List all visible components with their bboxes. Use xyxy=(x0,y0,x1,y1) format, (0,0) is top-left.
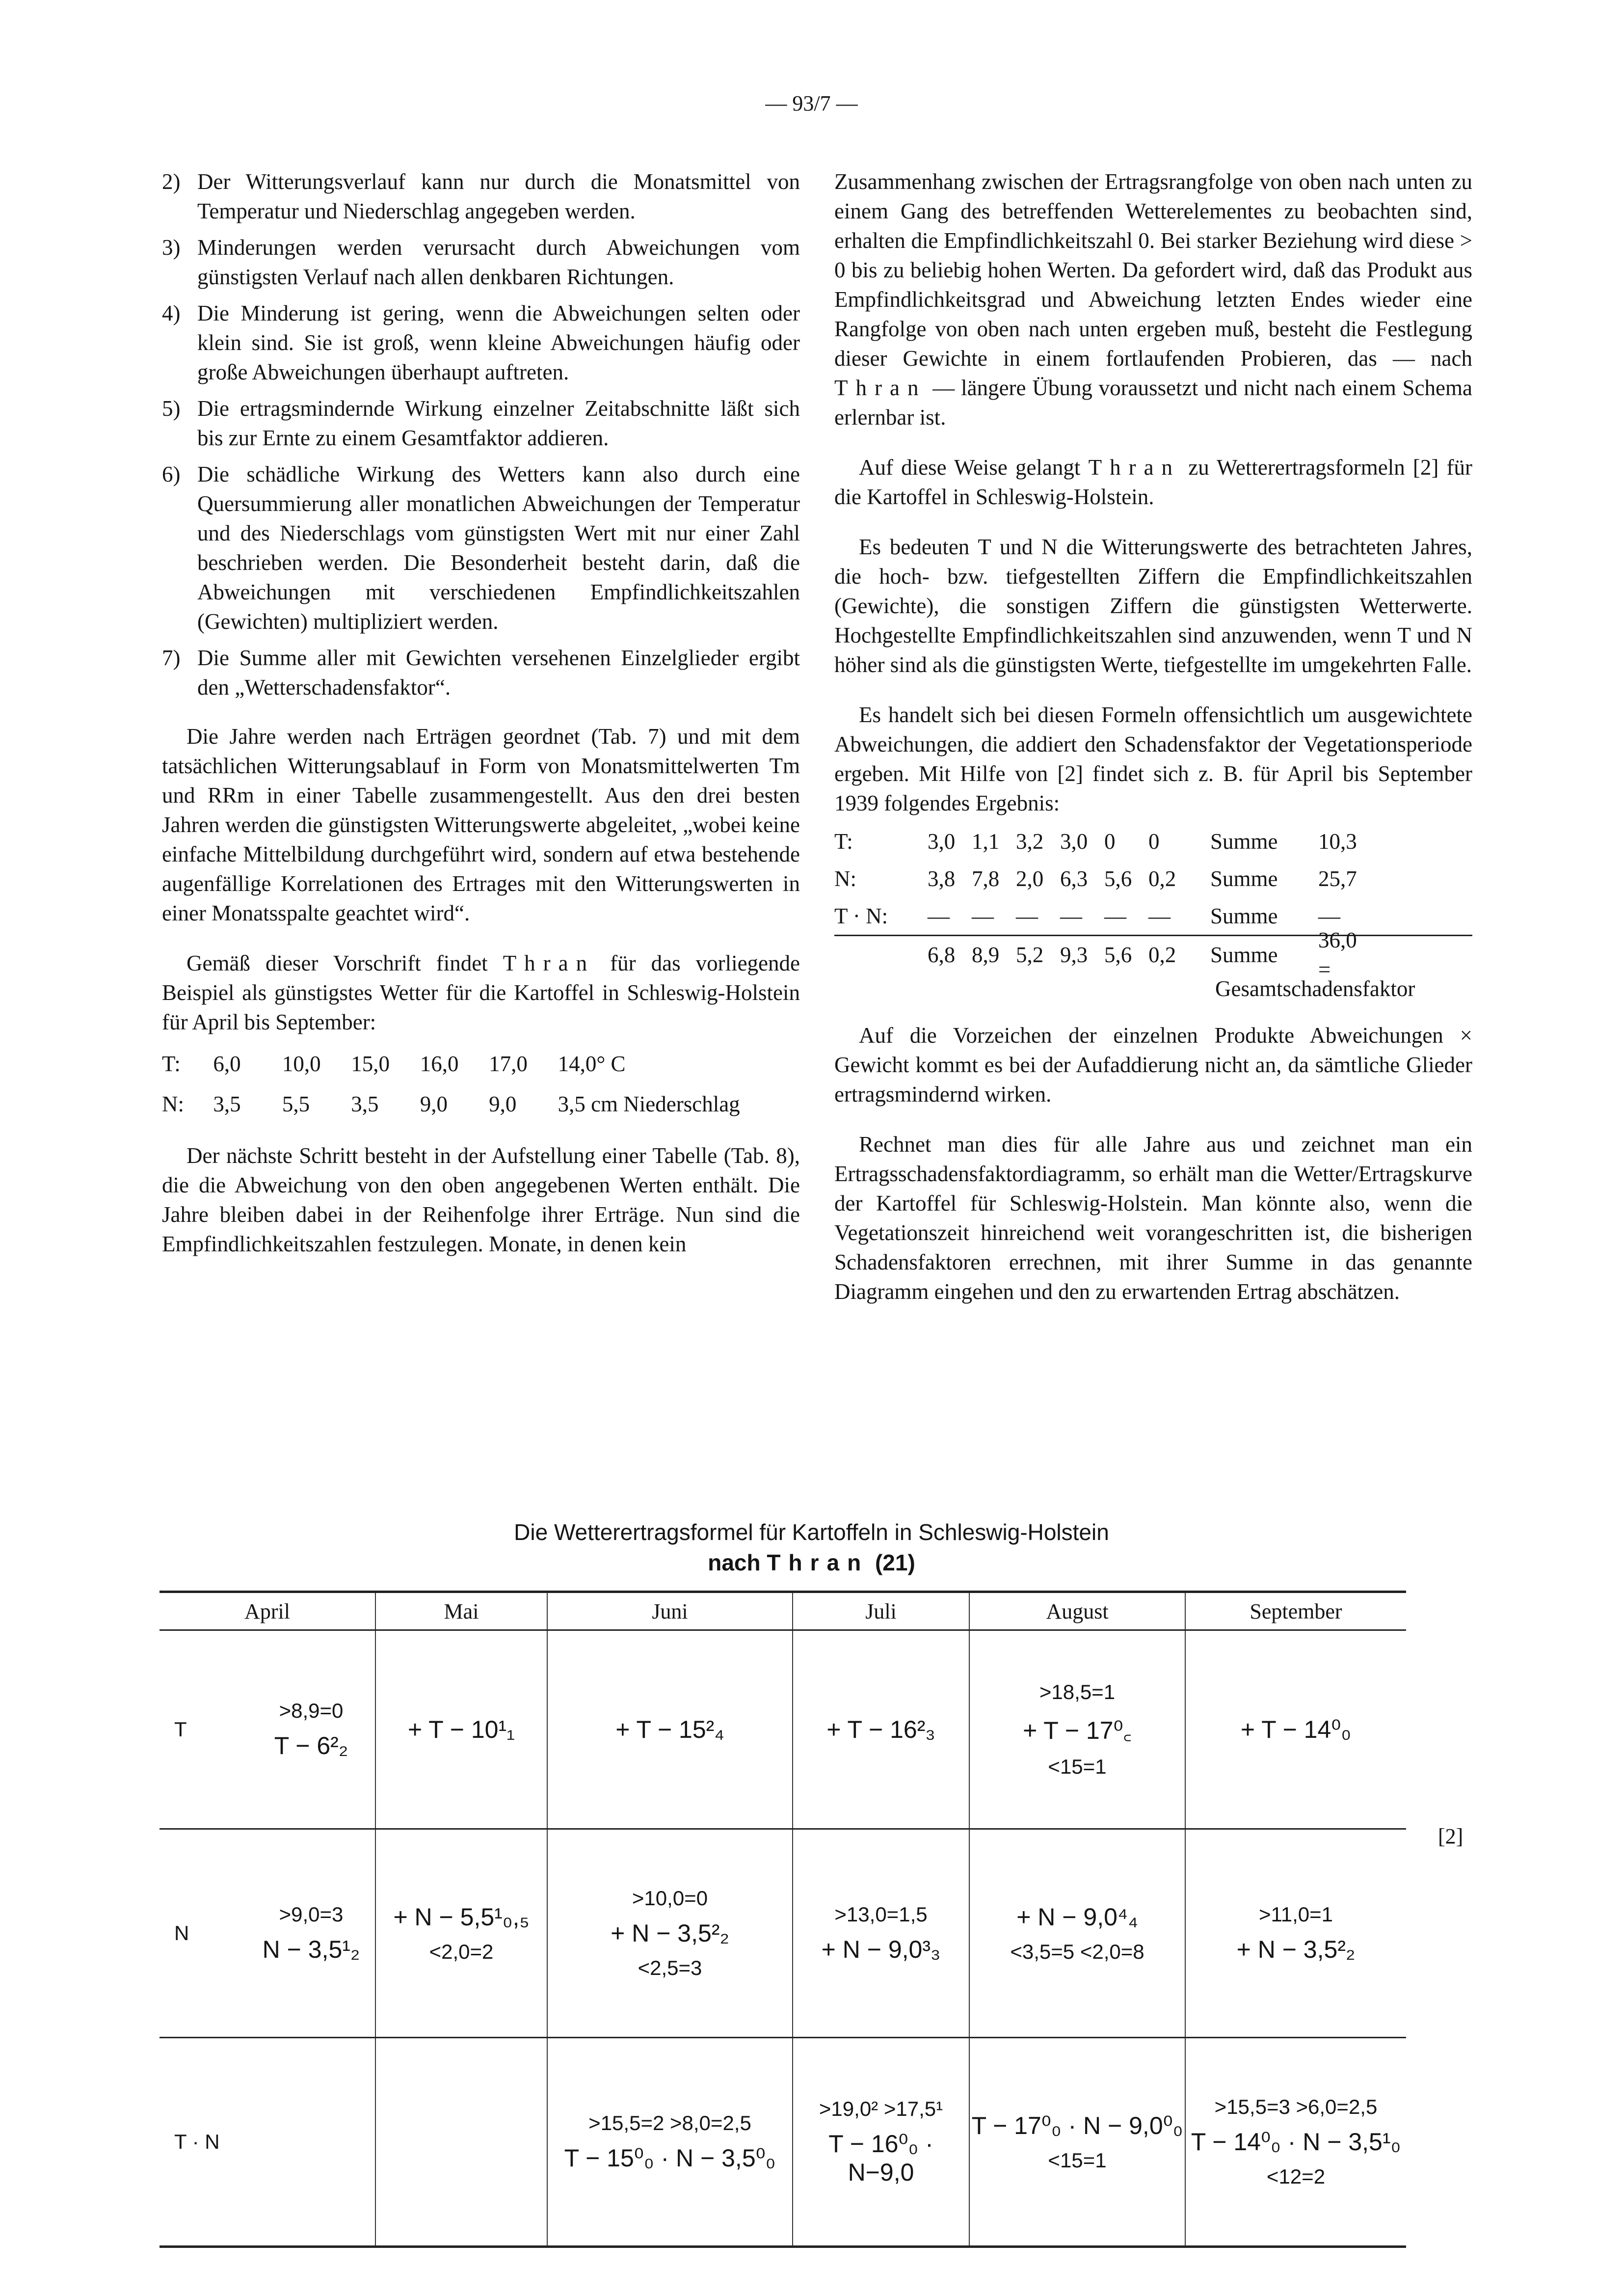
value: 8,9 xyxy=(972,943,1000,967)
column-header-month: Juni xyxy=(547,1592,793,1630)
text: (21) xyxy=(875,1550,915,1575)
sum-label: Summe xyxy=(1210,866,1278,891)
sum-label: Summe xyxy=(1210,829,1278,854)
sum-value: 25,7 xyxy=(1318,866,1357,891)
value: 2,0 xyxy=(1016,866,1044,891)
row-label: T: xyxy=(162,1052,181,1076)
value: — xyxy=(1148,904,1171,928)
table-cell xyxy=(969,1829,1185,2038)
cell-condition: >9,0=3 xyxy=(279,1903,344,1926)
value: 3,5 xyxy=(213,1092,241,1116)
cell-condition: <2,5=3 xyxy=(638,1956,702,1979)
table-title xyxy=(0,1517,1623,1578)
weather-row-t xyxy=(162,1044,800,1084)
value: 9,3 xyxy=(1060,943,1088,967)
list-item xyxy=(162,298,800,387)
table-cell xyxy=(375,2038,547,2247)
left-column xyxy=(162,167,800,1279)
cell-formula: + N − 3,5²₂ xyxy=(1236,1936,1356,1963)
item-number: 4) xyxy=(162,301,181,325)
formula-table xyxy=(160,1591,1406,2248)
value: 10,0 xyxy=(282,1052,321,1076)
row-label: N: xyxy=(162,1092,184,1116)
calc-row-n xyxy=(834,860,1472,897)
cell-formula: + T − 16²₃ xyxy=(826,1716,935,1743)
cell-formula: + N − 5,5¹₀,₅ xyxy=(393,1903,530,1931)
cell-formula: + T − 17⁰꜀ xyxy=(1023,1717,1132,1744)
table-row-n xyxy=(160,1829,1406,2038)
table-header-row xyxy=(160,1592,1406,1630)
table-cell xyxy=(547,1630,793,1829)
column-header-month: September xyxy=(1185,1592,1406,1630)
value: 3,8 xyxy=(928,866,956,891)
cell-condition: >15,5=2 >8,0=2,5 xyxy=(588,2111,751,2134)
paragraph-continuation xyxy=(834,167,1472,432)
table-title-line: Die Wetterertragsformel für Kartoffeln in Schleswig-Holstein xyxy=(514,1519,1109,1545)
cell-formula: + N − 9,0³₃ xyxy=(821,1936,941,1963)
cell-condition: <15=1 xyxy=(1048,1755,1107,1778)
value: 1,1 xyxy=(972,829,1000,854)
cell-formula: T − 6²₂ xyxy=(274,1732,348,1759)
row-label: T: xyxy=(834,829,853,854)
author-name: Thran xyxy=(767,1550,869,1575)
cell-condition: >11,0=1 xyxy=(1258,1903,1333,1926)
calc-row-tn xyxy=(834,897,1472,935)
list-item xyxy=(162,167,800,226)
cell-formula: T − 14⁰₀ · N − 3,5¹₀ xyxy=(1191,2128,1401,2156)
list-item xyxy=(162,233,800,292)
value: 3,5 xyxy=(351,1092,379,1116)
paragraph-years: Die Jahre werden nach Erträgen geordnet (Tab. 7) und mit dem tatsächlichen Witterungsablauf in Form von Monatsmittelwerten Tm und RRm in einer Tabelle zusammengestellt. Aus den drei besten Jahren werden die günstigsten Witterungswerte abgeleitet, „wobei keine einfache Mittelbildung durchgeführt wird, sondern auf etwa bestehende augenfällige Korrelationen des Ertrages mit den Witterungswerten in einer Monatsspalte geachtet wird“. xyxy=(162,724,800,925)
paragraph-next-step: Der nächste Schritt besteht in der Aufstellung einer Tabelle (Tab. 8), die die Abweichung von den oben angegebenen Werten enthält. Die Jahre bleiben dabei in der Reihenfolge ihrer Erträge. Nun sind die Empfindlichkeitszahlen festzulegen. Monate, in denen kein xyxy=(162,1143,800,1256)
value: 3,0 xyxy=(1060,829,1088,854)
table-cell xyxy=(547,1829,793,2038)
value: 9,0 xyxy=(420,1092,448,1116)
value: 5,2 xyxy=(1016,943,1044,967)
paragraph-rechnet: Rechnet man dies für alle Jahre aus und zeichnet man ein Ertragsschadensfaktordiagramm, so erhält man die Wetter/Ertragskurve der Kartoffel für Schleswig-Holstein. Man könnte also, wenn die Vegetationszeit hinreichend weit vorangeschritten ist, die bisherigen Schadensfaktoren errechnen, mit ihrer Summe in das genannte Diagramm eingehen und den zu erwartenden Ertrag abschätzen. xyxy=(834,1132,1472,1304)
table-cell xyxy=(547,2038,793,2247)
value: 5,5 xyxy=(282,1092,310,1116)
total-caption: Gesamtschadensfaktor xyxy=(1215,976,1415,1001)
cell-formula: + T − 10¹₁ xyxy=(408,1716,515,1743)
sum-value: 36,0 = xyxy=(1318,928,1357,982)
value: 7,8 xyxy=(972,866,1000,891)
cell-formula: N − 3,5¹₂ xyxy=(262,1936,360,1963)
paragraph-vorzeichen: Auf die Vorzeichen der einzelnen Produkte Abweichungen × Gewicht kommt es bei der Aufaddierung nicht an, da sämtliche Glieder ertragsmindernd wirken. xyxy=(834,1023,1472,1107)
cell-formula: + T − 14⁰₀ xyxy=(1240,1716,1352,1743)
value: 6,3 xyxy=(1060,866,1088,891)
text: Auf diese Weise gelangt xyxy=(859,455,1081,480)
page-number: — 93/7 — xyxy=(765,91,858,115)
paragraph-es-bedeuten: Es bedeuten T und N die Witterungswerte des betrachteten Jahres, die hoch- bzw. tiefgestellten Ziffern die Empfindlichkeitszahlen (Gewichte), die sonstigen Ziffern die günstigsten Wetterwerte. Hochgestellte Empfindlichkeitszahlen sind anzuwenden, wenn T und N höher sind als die günstigsten Werte, tiefgestellte im umgekehrten Falle. xyxy=(834,535,1472,677)
weather-row-n xyxy=(162,1084,800,1124)
damage-factor-calculation xyxy=(834,823,1472,1004)
value: 6,8 xyxy=(928,943,956,967)
reference-marker: [2] xyxy=(1438,1824,1463,1848)
value: — xyxy=(972,904,994,928)
value: 3,5 cm Niederschlag xyxy=(558,1092,740,1116)
row-label: T · N xyxy=(174,2130,220,2153)
column-header-month: Mai xyxy=(375,1592,547,1630)
author-name: Thran xyxy=(834,376,927,400)
value: — xyxy=(1104,904,1126,928)
table-cell xyxy=(793,2038,969,2247)
calc-row-total xyxy=(834,928,1472,982)
value: 17,0 xyxy=(489,1052,528,1076)
value: 15,0 xyxy=(351,1052,390,1076)
value: 0,2 xyxy=(1148,866,1176,891)
value: 0 xyxy=(1148,829,1160,854)
author-name: Thran xyxy=(503,951,595,975)
cell-condition: >15,5=3 >6,0=2,5 xyxy=(1214,2095,1378,2118)
value: 3,0 xyxy=(928,829,956,854)
value: 0 xyxy=(1104,829,1116,854)
table-cell xyxy=(160,2038,375,2247)
value: 16,0 xyxy=(420,1052,459,1076)
paragraph-es-handelt: Es handelt sich bei diesen Formeln offensichtlich um ausgewichtete Abweichungen, die addiert den Schadensfaktor der Vegetationsperiode ergeben. Mit Hilfe von [2] findet sich z. B. für April bis September 1939 folgendes Ergebnis: xyxy=(834,702,1472,815)
text: Zusammenhang zwischen der Ertragsrangfolge von oben nach unten zu einem Gang des betreffenden Wetterelementes zu beobachten sind, erhalten die Empfindlichkeitszahl 0. Bei starker Beziehung wird diese > 0 bis zu beliebig hohen Werten. Da gefordert wird, daß das Produkt aus Empfindlichkeitsgrad und Abweichung letzten Endes wieder eine Rangfolge von oben nach unten ergeben muß, besteht die Festlegung dieser Gewichte in einem fortlaufenden Probieren, das — nach xyxy=(834,169,1472,371)
author-name: Thran xyxy=(1088,455,1181,480)
value: — xyxy=(1016,904,1038,928)
sum-label: Summe xyxy=(1210,943,1278,967)
item-text: Minderungen werden verursacht durch Abweichungen vom günstigsten Verlauf nach allen denkbaren Richtungen. xyxy=(197,235,800,289)
value: 5,6 xyxy=(1104,866,1132,891)
cell-condition: <2,0=2 xyxy=(429,1940,494,1963)
sum-value: 10,3 xyxy=(1318,829,1357,854)
paragraph-gemaess xyxy=(162,948,800,1037)
value: — xyxy=(928,904,950,928)
cell-formula: T − 17⁰₀ · N − 9,0⁰₀ xyxy=(971,2112,1183,2139)
value: 6,0 xyxy=(213,1052,241,1076)
cell-condition: <15=1 xyxy=(1048,2149,1107,2172)
cell-formula: + N − 3,5²₂ xyxy=(611,1919,729,1947)
item-number: 3) xyxy=(162,235,181,260)
right-column xyxy=(834,167,1472,1327)
table-cell xyxy=(160,1829,375,2038)
cell-formula: + T − 15²₄ xyxy=(615,1716,724,1743)
text: — längere Übung voraussetzt und nicht nach einem Schema erlernbar ist. xyxy=(834,376,1472,430)
cell-condition: >13,0=1,5 xyxy=(834,1903,928,1926)
text: zu Wetterertragsformeln [2] für die Kartoffel in Schleswig-Holstein. xyxy=(834,455,1473,509)
column-header-month: August xyxy=(969,1592,1185,1630)
text: Gemäß dieser Vorschrift findet xyxy=(186,951,488,975)
text: nach xyxy=(708,1550,761,1575)
table-cell xyxy=(1185,2038,1406,2247)
cell-formula: T − 15⁰₀ · N − 3,5⁰₀ xyxy=(564,2144,776,2172)
row-label: T · N: xyxy=(834,904,888,928)
table-cell xyxy=(160,1630,375,1829)
cell-condition: <12=2 xyxy=(1266,2165,1326,2188)
item-text: Die Minderung ist gering, wenn die Abweichungen selten oder klein sind. Sie ist groß, wenn kleine Abweichungen häufig oder große Abweichungen überhaupt auftreten. xyxy=(197,301,800,384)
table-cell xyxy=(969,1630,1185,1829)
item-text: Die schädliche Wirkung des Wetters kann also durch eine Quersummierung aller monatlichen Abweichungen der Temperatur und des Niederschlags vom günstigsten Wert mit nur einer Zahl beschrieben werden. Die Besonderheit besteht darin, daß die Abweichungen mit verschiedenen Empfindlichkeitszahlen (Gewichten) multipliziert werden. xyxy=(197,462,800,634)
paragraph-auf-diese-weise xyxy=(834,453,1472,512)
table-subtitle xyxy=(0,1547,1623,1578)
table-cell xyxy=(969,2038,1185,2247)
cell-condition: >18,5=1 xyxy=(1039,1680,1116,1703)
item-number: 2) xyxy=(162,169,181,194)
table-cell xyxy=(375,1630,547,1829)
value: 14,0° C xyxy=(558,1052,626,1076)
item-number: 5) xyxy=(162,396,181,421)
table-cell xyxy=(375,1829,547,2038)
row-label: N xyxy=(174,1921,189,1945)
list-item xyxy=(162,394,800,453)
value: 9,0 xyxy=(489,1092,517,1116)
table-row-tn xyxy=(160,2038,1406,2247)
cell-condition: >8,9=0 xyxy=(279,1699,344,1722)
calc-row-t xyxy=(834,823,1472,860)
cell-condition: >10,0=0 xyxy=(632,1887,708,1910)
cell-formula: T − 16⁰₀ · N−9,0 xyxy=(828,2130,933,2186)
column-header-month: Juli xyxy=(793,1592,969,1630)
value: 5,6 xyxy=(1104,943,1132,967)
table-cell xyxy=(793,1630,969,1829)
table-cell xyxy=(1185,1630,1406,1829)
table-cell xyxy=(1185,1829,1406,2038)
row-label: N: xyxy=(834,866,856,891)
text: für das vorliegende Beispiel als günstigstes Wetter für die Kartoffel in Schleswig-Holstein für April bis September: xyxy=(162,951,800,1034)
sum-label: Summe xyxy=(1210,904,1278,928)
value: 0,2 xyxy=(1148,943,1176,967)
cell-condition: <3,5=5 <2,0=8 xyxy=(1010,1940,1144,1963)
column-header-month: April xyxy=(244,1599,290,1623)
table-cell xyxy=(793,1829,969,2038)
table-row-t xyxy=(160,1630,1406,1829)
item-number: 6) xyxy=(162,462,181,486)
item-text: Die Summe aller mit Gewichten versehenen Einzelglieder ergibt den „Wetterschadensfaktor“. xyxy=(197,646,800,700)
item-text: Der Witterungsverlauf kann nur durch die Monatsmittel von Temperatur und Niederschlag angegeben werden. xyxy=(197,169,800,223)
list-item xyxy=(162,459,800,636)
item-text: Die ertragsmindernde Wirkung einzelner Zeitabschnitte läßt sich bis zur Ernte zu einem Gesamtfaktor addieren. xyxy=(197,396,800,450)
value: 3,2 xyxy=(1016,829,1044,854)
row-label: T xyxy=(174,1718,187,1741)
item-number: 7) xyxy=(162,646,181,670)
list-item xyxy=(162,643,800,702)
cell-formula: + N − 9,0⁴₄ xyxy=(1016,1903,1138,1931)
value: — xyxy=(1060,904,1082,928)
cell-condition: >19,0² >17,5¹ xyxy=(819,2097,943,2120)
sum-value: — xyxy=(1318,904,1340,928)
optimal-weather-values xyxy=(162,1044,800,1124)
